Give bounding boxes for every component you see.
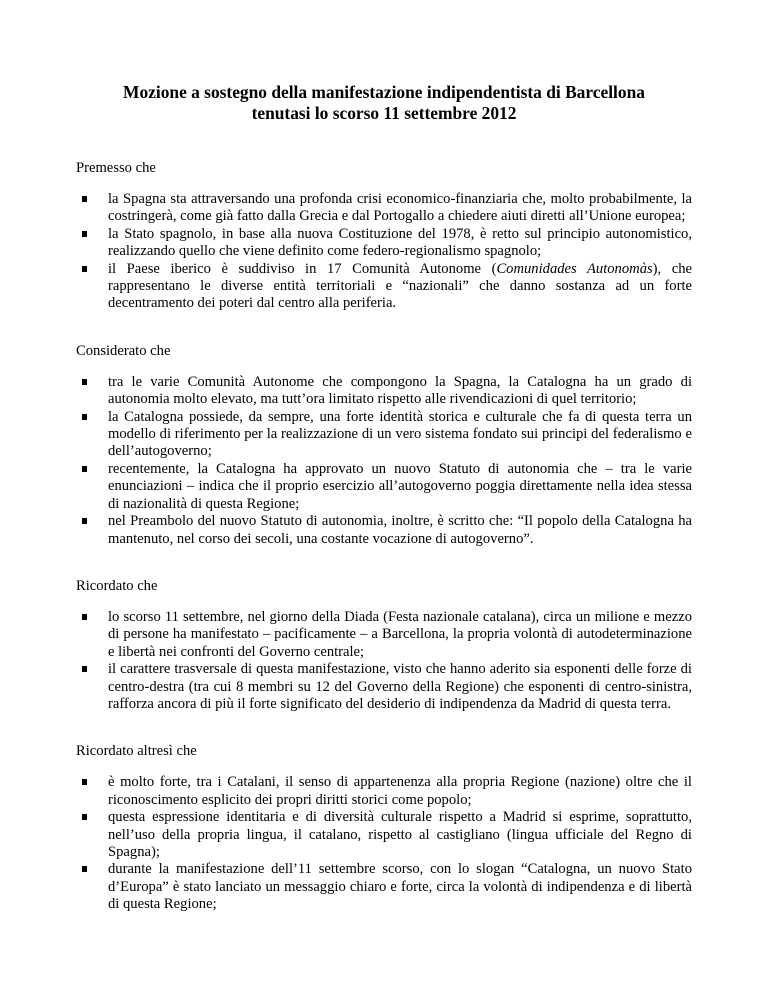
list-item: nel Preambolo del nuovo Statuto di autonomia, inoltre, è scritto che: “Il popolo della Catalogna ha mantenuto, nel corso dei secoli, una costante vocazione di autogoverno”. xyxy=(76,513,692,548)
square-bullet-icon xyxy=(82,231,87,237)
square-bullet-icon xyxy=(82,866,87,872)
bullet-list xyxy=(76,191,692,313)
square-bullet-icon xyxy=(82,466,87,472)
square-bullet-icon xyxy=(82,614,87,620)
bullet-list xyxy=(76,774,692,913)
section-heading: Premesso che xyxy=(76,160,156,176)
bullet-list xyxy=(76,374,692,548)
square-bullet-icon xyxy=(82,414,87,420)
list-item: la Catalogna possiede, da sempre, una forte identità storica e culturale che fa di questa terra un modello di riferimento per la realizzazione di un vero sistema fondato sui principi del federalismo e dell’autogoverno; xyxy=(76,409,692,461)
section-ricordato-altresi xyxy=(76,743,692,913)
bullet-list xyxy=(76,609,692,713)
section-heading: Considerato che xyxy=(76,342,171,359)
square-bullet-icon xyxy=(82,266,87,272)
list-item: il Paese iberico è suddiviso in 17 Comunità Autonome (Comunidades Autonomàs), che rappresentano le diverse entità territoriali e “nazionali” che danno sostanza ad un forte decentramento dei poteri dal centro alla periferia. xyxy=(76,261,692,313)
list-item: questa espressione identitaria e di diversità culturale rispetto a Madrid si esprime, soprattutto, nell’uso della propria lingua, il catalano, rispetto al castigliano (lingua ufficiale del Regno di Spagna); xyxy=(76,809,692,861)
square-bullet-icon xyxy=(82,779,87,785)
square-bullet-icon xyxy=(82,379,87,385)
emphasis-text: Comunidades Autonomàs xyxy=(496,260,653,277)
section-considerato xyxy=(76,343,692,548)
section-premesso xyxy=(76,160,692,313)
list-item: la Spagna sta attraversando una profonda crisi economico-finanziaria che, molto probabilmente, la costringerà, come già fatto dalla Grecia e dal Portogallo a chiedere aiuti diretti all’Unione europea; xyxy=(76,191,692,226)
square-bullet-icon xyxy=(82,196,87,202)
list-item: il carattere trasversale di questa manifestazione, visto che hanno aderito sia esponenti delle forze di centro-destra (tra cui 8 membri su 12 del Governo della Regione) che esponenti di centro-sinistra, rafforza ancora di più il forte significato del desiderio di indipendenza da Madrid di questa terra. xyxy=(76,661,692,713)
square-bullet-icon xyxy=(82,518,87,524)
section-ricordato xyxy=(76,578,692,713)
document-title xyxy=(76,82,692,124)
section-heading: Ricordato altresì che xyxy=(76,743,197,760)
section-heading: Ricordato che xyxy=(76,577,158,594)
list-item: la Stato spagnolo, in base alla nuova Costituzione del 1978, è retto sul principio autonomistico, realizzando quello che viene definito come federo-regionalismo spagnolo; xyxy=(76,226,692,261)
list-item: durante la manifestazione dell’11 settembre scorso, con lo slogan “Catalogna, un nuovo Stato d’Europa” è stato lanciato un messaggio chiaro e forte, circa la volontà di indipendenza e di libertà di questa Regione; xyxy=(76,861,692,913)
title-line-1: Mozione a sostegno della manifestazione indipendentista di Barcellona xyxy=(123,82,645,102)
list-item: è molto forte, tra i Catalani, il senso di appartenenza alla propria Regione (nazione) oltre che il riconoscimento esplicito dei propri diritti storici come popolo; xyxy=(76,774,692,809)
title-line-2: tenutasi lo scorso 11 settembre 2012 xyxy=(251,103,517,123)
list-item: recentemente, la Catalogna ha approvato un nuovo Statuto di autonomia che – tra le varie enunciazioni – indica che il proprio esercizio all’autogoverno poggia direttamente nella idea stessa di nazionalità di questa Regione; xyxy=(76,461,692,513)
list-item: tra le varie Comunità Autonome che compongono la Spagna, la Catalogna ha un grado di autonomia molto elevato, ma tutt’ora limitato rispetto alle rivendicazioni di quel territorio; xyxy=(76,374,692,409)
square-bullet-icon xyxy=(82,666,87,672)
square-bullet-icon xyxy=(82,814,87,820)
list-item: lo scorso 11 settembre, nel giorno della Diada (Festa nazionale catalana), circa un milione e mezzo di persone ha manifestato – pacificamente – a Barcellona, la propria volontà di autodeterminazione e libertà nei confronti del Governo centrale; xyxy=(76,609,692,661)
